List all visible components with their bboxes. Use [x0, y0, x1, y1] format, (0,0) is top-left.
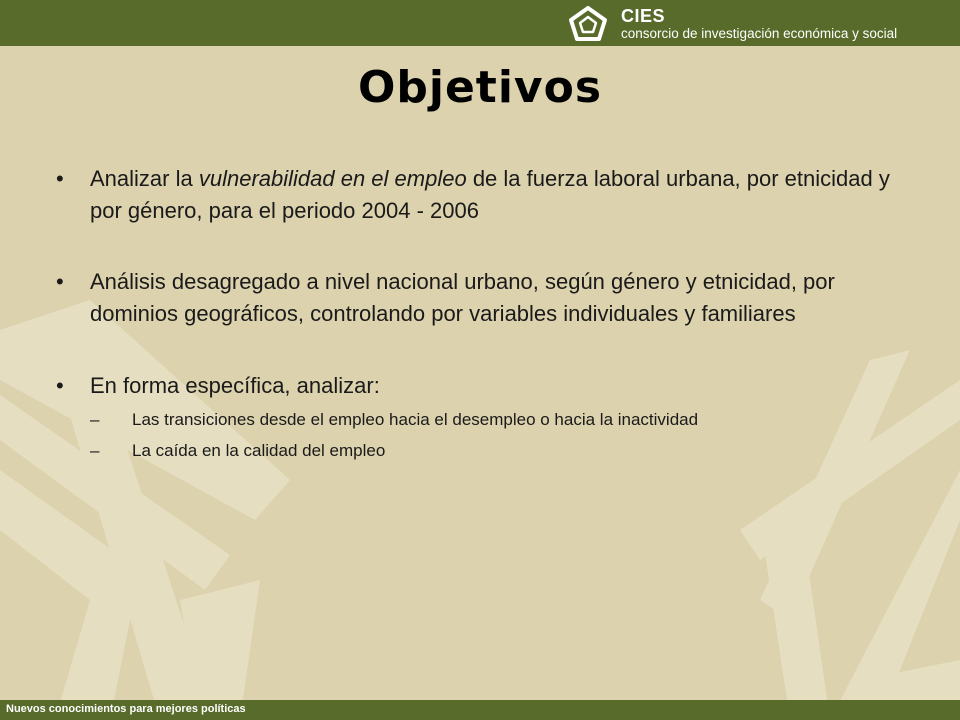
bullet-item — [56, 266, 896, 330]
bullet-list — [56, 163, 896, 466]
bullet-dot: • — [56, 373, 64, 398]
footer-bar — [0, 700, 960, 720]
sub-bullet-dash: – — [90, 410, 100, 429]
bullet-item — [56, 163, 896, 227]
sub-bullet-dash: – — [90, 441, 100, 460]
sub-bullet-list — [90, 404, 896, 466]
org-subtitle: consorcio de investigación económica y social — [621, 26, 898, 41]
sub-bullet-text: La caída en la calidad del empleo — [132, 441, 386, 460]
bullet-dot: • — [56, 166, 64, 191]
emphasized-text: vulnerabilidad en el empleo — [198, 166, 467, 191]
bullet-dot: • — [56, 269, 64, 294]
slide-title: Objetivos — [357, 62, 603, 113]
org-name: CIES — [621, 6, 666, 26]
sub-bullet-item — [90, 435, 896, 466]
footer-tagline: Nuevos conocimientos para mejores políticas — [6, 703, 246, 715]
bullet-text: Analizar la vulnerabilidad en el empleo de la fuerza laboral urbana, por etnicidad y por género, para el periodo 2004 - 2006 — [90, 166, 890, 223]
bullet-text: En forma específica, analizar: — [90, 373, 380, 398]
sub-bullet-item — [90, 404, 896, 435]
sub-bullet-text: Las transiciones desde el empleo hacia el desempleo o hacia la inactividad — [132, 410, 699, 429]
header-bar — [0, 0, 960, 46]
bullet-item — [56, 370, 896, 466]
pentagon-logo-icon — [568, 6, 608, 42]
bullet-text: Análisis desagregado a nivel nacional urbano, según género y etnicidad, por dominios geográficos, controlando por variables individuales y familiares — [90, 269, 835, 326]
